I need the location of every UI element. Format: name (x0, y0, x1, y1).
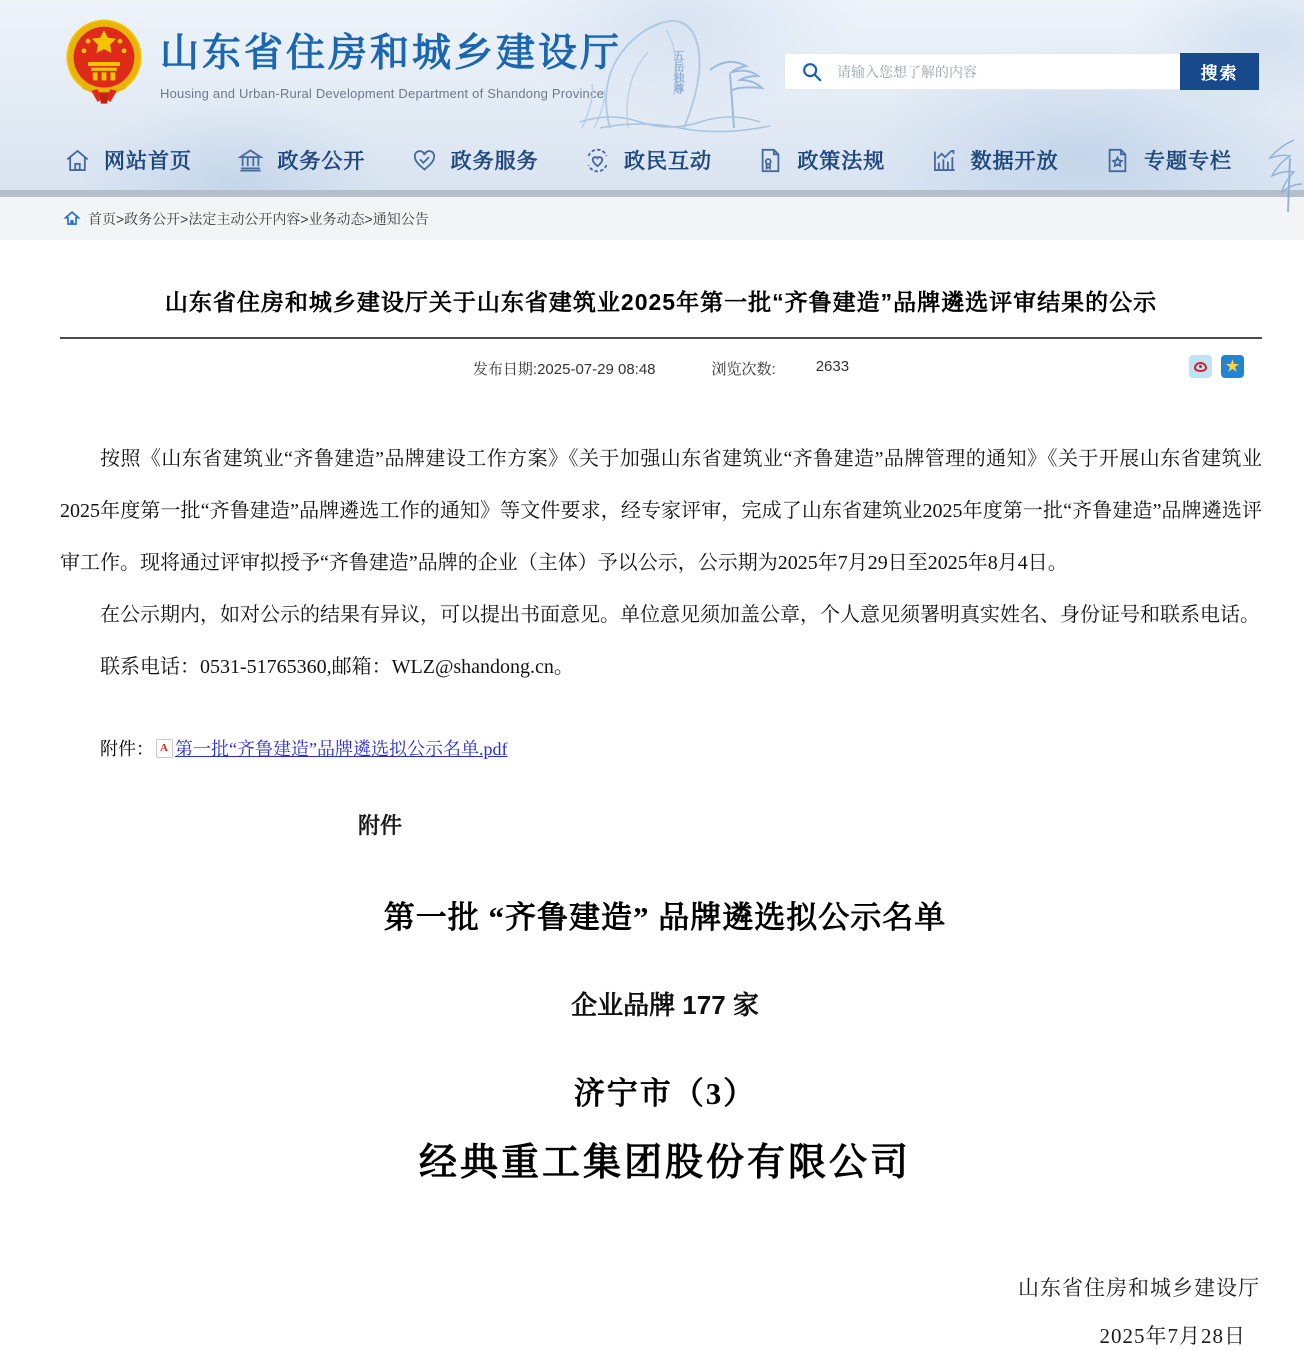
site-title: 山东省住房和城乡建设厅 (160, 32, 623, 75)
pine-art (1264, 136, 1304, 214)
publish-date: 发布日期:2025-07-29 08:48 (472, 360, 656, 378)
mountain-calligraphy: 五岳独尊 (672, 50, 684, 94)
search-button[interactable]: 搜索 (1180, 53, 1259, 90)
search-bar (784, 53, 1259, 90)
paragraph: 在公示期内，如对公示的结果有异议，可以提出书面意见。单位意见须加盖公章，个人意见须署明真实姓名、身份证号和联系电话。 (100, 604, 1260, 626)
site-subtitle: Housing and Urban-Rural Development Department of Shandong Province (160, 86, 605, 101)
nav-item-home[interactable] (64, 145, 192, 175)
article-body (60, 433, 1262, 693)
breadcrumb-home-icon (64, 211, 80, 226)
nav-item-data[interactable] (931, 145, 1059, 175)
qzone-share-icon[interactable]: ★ (1221, 355, 1244, 378)
nav-item-policy[interactable] (757, 145, 885, 175)
nav-item-label: 政务服务 (450, 150, 539, 173)
share-buttons (1189, 355, 1244, 378)
site-identity (160, 22, 622, 101)
nav-item-label: 数据开放 (970, 150, 1059, 173)
chart-icon (931, 147, 958, 174)
breadcrumb[interactable]: 首页>政务公开>法定主动公开内容>业务动态>通知公告 (88, 210, 429, 227)
interaction-icon (584, 147, 611, 174)
attachment-row (60, 735, 1262, 761)
pdf-icon (156, 739, 173, 758)
document-preview (310, 809, 1020, 1186)
attachment-label: 附件： (100, 739, 154, 759)
nav-item-gov-open[interactable] (237, 145, 365, 175)
paragraph: 联系电话：0531-51765360,邮箱：WLZ@shandong.cn。 (100, 656, 574, 678)
views-count: 2633 (815, 357, 850, 375)
paragraph: 按照《山东省建筑业“齐鲁建造”品牌建设工作方案》《关于加强山东省建筑业“齐鲁建造”品牌管理的通知》《关于开展山东省建筑业2025年度第一批“齐鲁建造”品牌遴选工作的通知》等文件要求，经专家评审，完成了山东省建筑业2025年度第一批“齐鲁建造”品牌遴选评审工作。现将通过评审拟授予“齐鲁建造”品牌的企业（主体）予以公示，公示期为2025年7月29日至2025年8月4日。 (60, 448, 1262, 574)
article-meta (60, 355, 1262, 381)
breadcrumb-bar (0, 197, 1304, 240)
home-icon (64, 147, 91, 174)
article-title: 山东省住房和城乡建设厅关于山东省建筑业2025年第一批“齐鲁建造”品牌遴选评审结果的公示 (164, 289, 1158, 315)
nav-item-label: 政策法规 (797, 150, 886, 173)
star-doc-icon (1104, 147, 1131, 174)
document-signoff (60, 1272, 1262, 1350)
national-emblem-logo (64, 16, 144, 108)
handshake-icon (411, 147, 438, 174)
attachment-link[interactable]: 第一批“齐鲁建造”品牌遴选拟公示名单.pdf (175, 739, 508, 759)
search-input[interactable] (823, 54, 1180, 89)
site-banner (0, 0, 1304, 130)
nav-item-special-topics[interactable] (1104, 145, 1232, 175)
bank-icon (237, 147, 264, 174)
weibo-share-icon[interactable] (1189, 355, 1212, 378)
article-content (0, 284, 1304, 1350)
signoff-date: 2025年7月28日 (1099, 1324, 1246, 1348)
document-title: 第一批 “齐鲁建造” 品牌遴选拟公示名单 (383, 900, 947, 935)
views-label: 浏览次数: (711, 360, 776, 378)
title-divider (60, 337, 1262, 339)
nav-item-interaction[interactable] (584, 145, 712, 175)
nav-item-gov-services[interactable] (411, 145, 539, 175)
brand-count-heading: 企业品牌 177 家 (571, 990, 759, 1020)
page-header (0, 0, 1304, 190)
nav-item-label: 专题专栏 (1143, 150, 1232, 173)
nav-item-label: 网站首页 (104, 150, 192, 173)
company-name: 经典重工集团股份有限公司 (418, 1142, 911, 1184)
nav-item-label: 政民互动 (623, 150, 712, 173)
search-icon (801, 61, 823, 83)
city-heading: 济宁市（3） (573, 1076, 757, 1111)
annex-label: 附件 (358, 813, 403, 838)
main-nav (0, 130, 1304, 190)
nav-item-label: 政务公开 (277, 150, 366, 173)
policy-doc-icon (757, 147, 784, 174)
signoff-org: 山东省住房和城乡建设厅 (1018, 1276, 1260, 1300)
nav-divider (0, 190, 1304, 197)
mountain-art (580, 0, 790, 130)
